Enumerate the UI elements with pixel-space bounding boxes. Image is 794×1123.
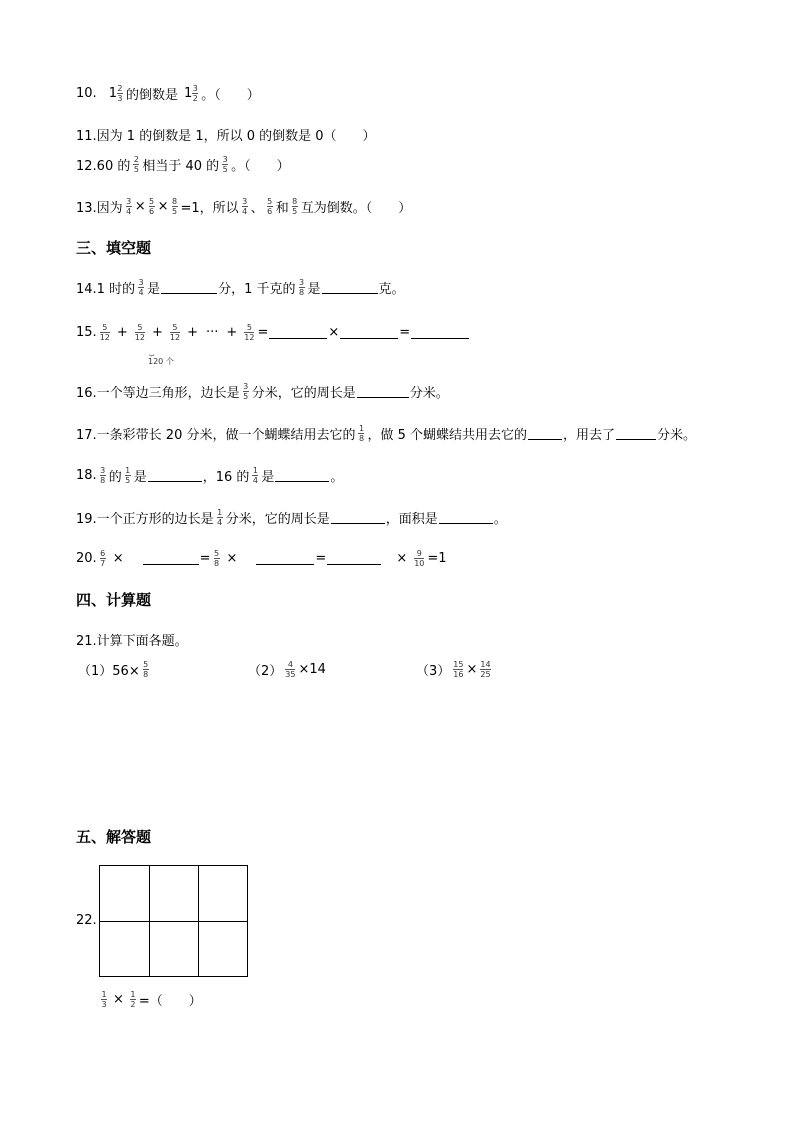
grid-figure <box>99 865 248 977</box>
question-20: 20. $\frac{6}{7}$ × = $\frac{5}{8}$ × = × $\frac{9}{10}$ =1 <box>76 549 447 568</box>
question-21-title: 21.计算下面各题。 <box>76 634 188 649</box>
question-10: 10. 1 $\frac{2}{3}$ 的倒数是 1 $\frac{3}{2}$ 。（ ） <box>76 84 260 103</box>
answer-blank[interactable] <box>148 469 202 482</box>
answer-blank[interactable] <box>616 427 656 440</box>
section-heading-fill: 三、填空题 <box>76 239 152 257</box>
question-22-number: 22. <box>76 913 97 928</box>
answer-blank[interactable] <box>528 427 562 440</box>
calc-item-2: （2） $\frac{4}{35}$ ×14 <box>248 660 326 679</box>
question-13: 13.因为 $\frac{3}{4}$ × $\frac{5}{6}$ × $\frac{8}{5}$ =1，所以 $\frac{3}{4}$ 、 $\frac{5}{6}$ 和 $\frac{8}{5}$ 互为倒数。（ ） <box>76 197 412 216</box>
term-count-label: 120 个 <box>148 357 174 366</box>
underbrace: ⏟ <box>149 347 155 357</box>
section-heading-calc: 四、计算题 <box>76 591 152 609</box>
answer-blank[interactable] <box>357 385 409 398</box>
calc-item-3: （3） $\frac{15}{16}$ × $\frac{14}{25}$ <box>416 660 491 679</box>
answer-blank[interactable] <box>340 326 398 339</box>
answer-blank[interactable] <box>411 326 469 339</box>
question-19: 19.一个正方形的边长是 $\frac{1}{4}$ 分米，它的周长是 ，面积是 。 <box>76 508 507 527</box>
answer-blank[interactable] <box>161 281 217 294</box>
question-22-expression: $\frac{1}{3}$ × $\frac{1}{2}$ =（ ） <box>101 990 202 1009</box>
question-16: 16.一个等边三角形，边长是 $\frac{3}{5}$ 分米，它的周长是 分米。 <box>76 382 449 401</box>
answer-blank[interactable] <box>327 552 381 565</box>
answer-blank[interactable] <box>275 469 329 482</box>
question-11: 11.因为 1 的倒数是 1，所以 0 的倒数是 0（ ） <box>76 129 376 144</box>
answer-blank[interactable] <box>322 281 378 294</box>
calc-item-1: （1）56× $\frac{5}{8}$ <box>78 660 149 679</box>
question-12: 12.60 的 $\frac{2}{5}$ 相当于 40 的 $\frac{3}{5}$ 。（ ） <box>76 155 290 174</box>
mixed-number: 1 $\frac{2}{3}$ <box>108 84 123 103</box>
question-14: 14.1 时的 $\frac{3}{4}$ 是 分，1 千克的 $\frac{3}{8}$ 是 克。 <box>76 278 405 297</box>
answer-blank[interactable] <box>143 552 199 565</box>
answer-blank[interactable] <box>269 326 327 339</box>
question-15: 15. $\frac{5}{12}$ + $\frac{5}{12}$ + $\frac{5}{12}$ + ··· + $\frac{5}{12}$ = × = <box>76 323 470 342</box>
answer-blank[interactable] <box>256 552 314 565</box>
section-heading-solve: 五、解答题 <box>76 828 152 846</box>
answer-blank[interactable] <box>331 511 385 524</box>
question-17: 17.一条彩带长 20 分米，做一个蝴蝶结用去它的 $\frac{1}{8}$ ，做 5 个蝴蝶结共用去它的 ，用去了 分米。 <box>76 424 697 443</box>
answer-blank[interactable] <box>439 511 493 524</box>
question-18: 18. $\frac{3}{8}$ 的 $\frac{1}{5}$ 是 ，16 的 $\frac{1}{4}$ 是 。 <box>76 466 344 485</box>
mixed-number: 1 $\frac{3}{2}$ <box>183 84 198 103</box>
